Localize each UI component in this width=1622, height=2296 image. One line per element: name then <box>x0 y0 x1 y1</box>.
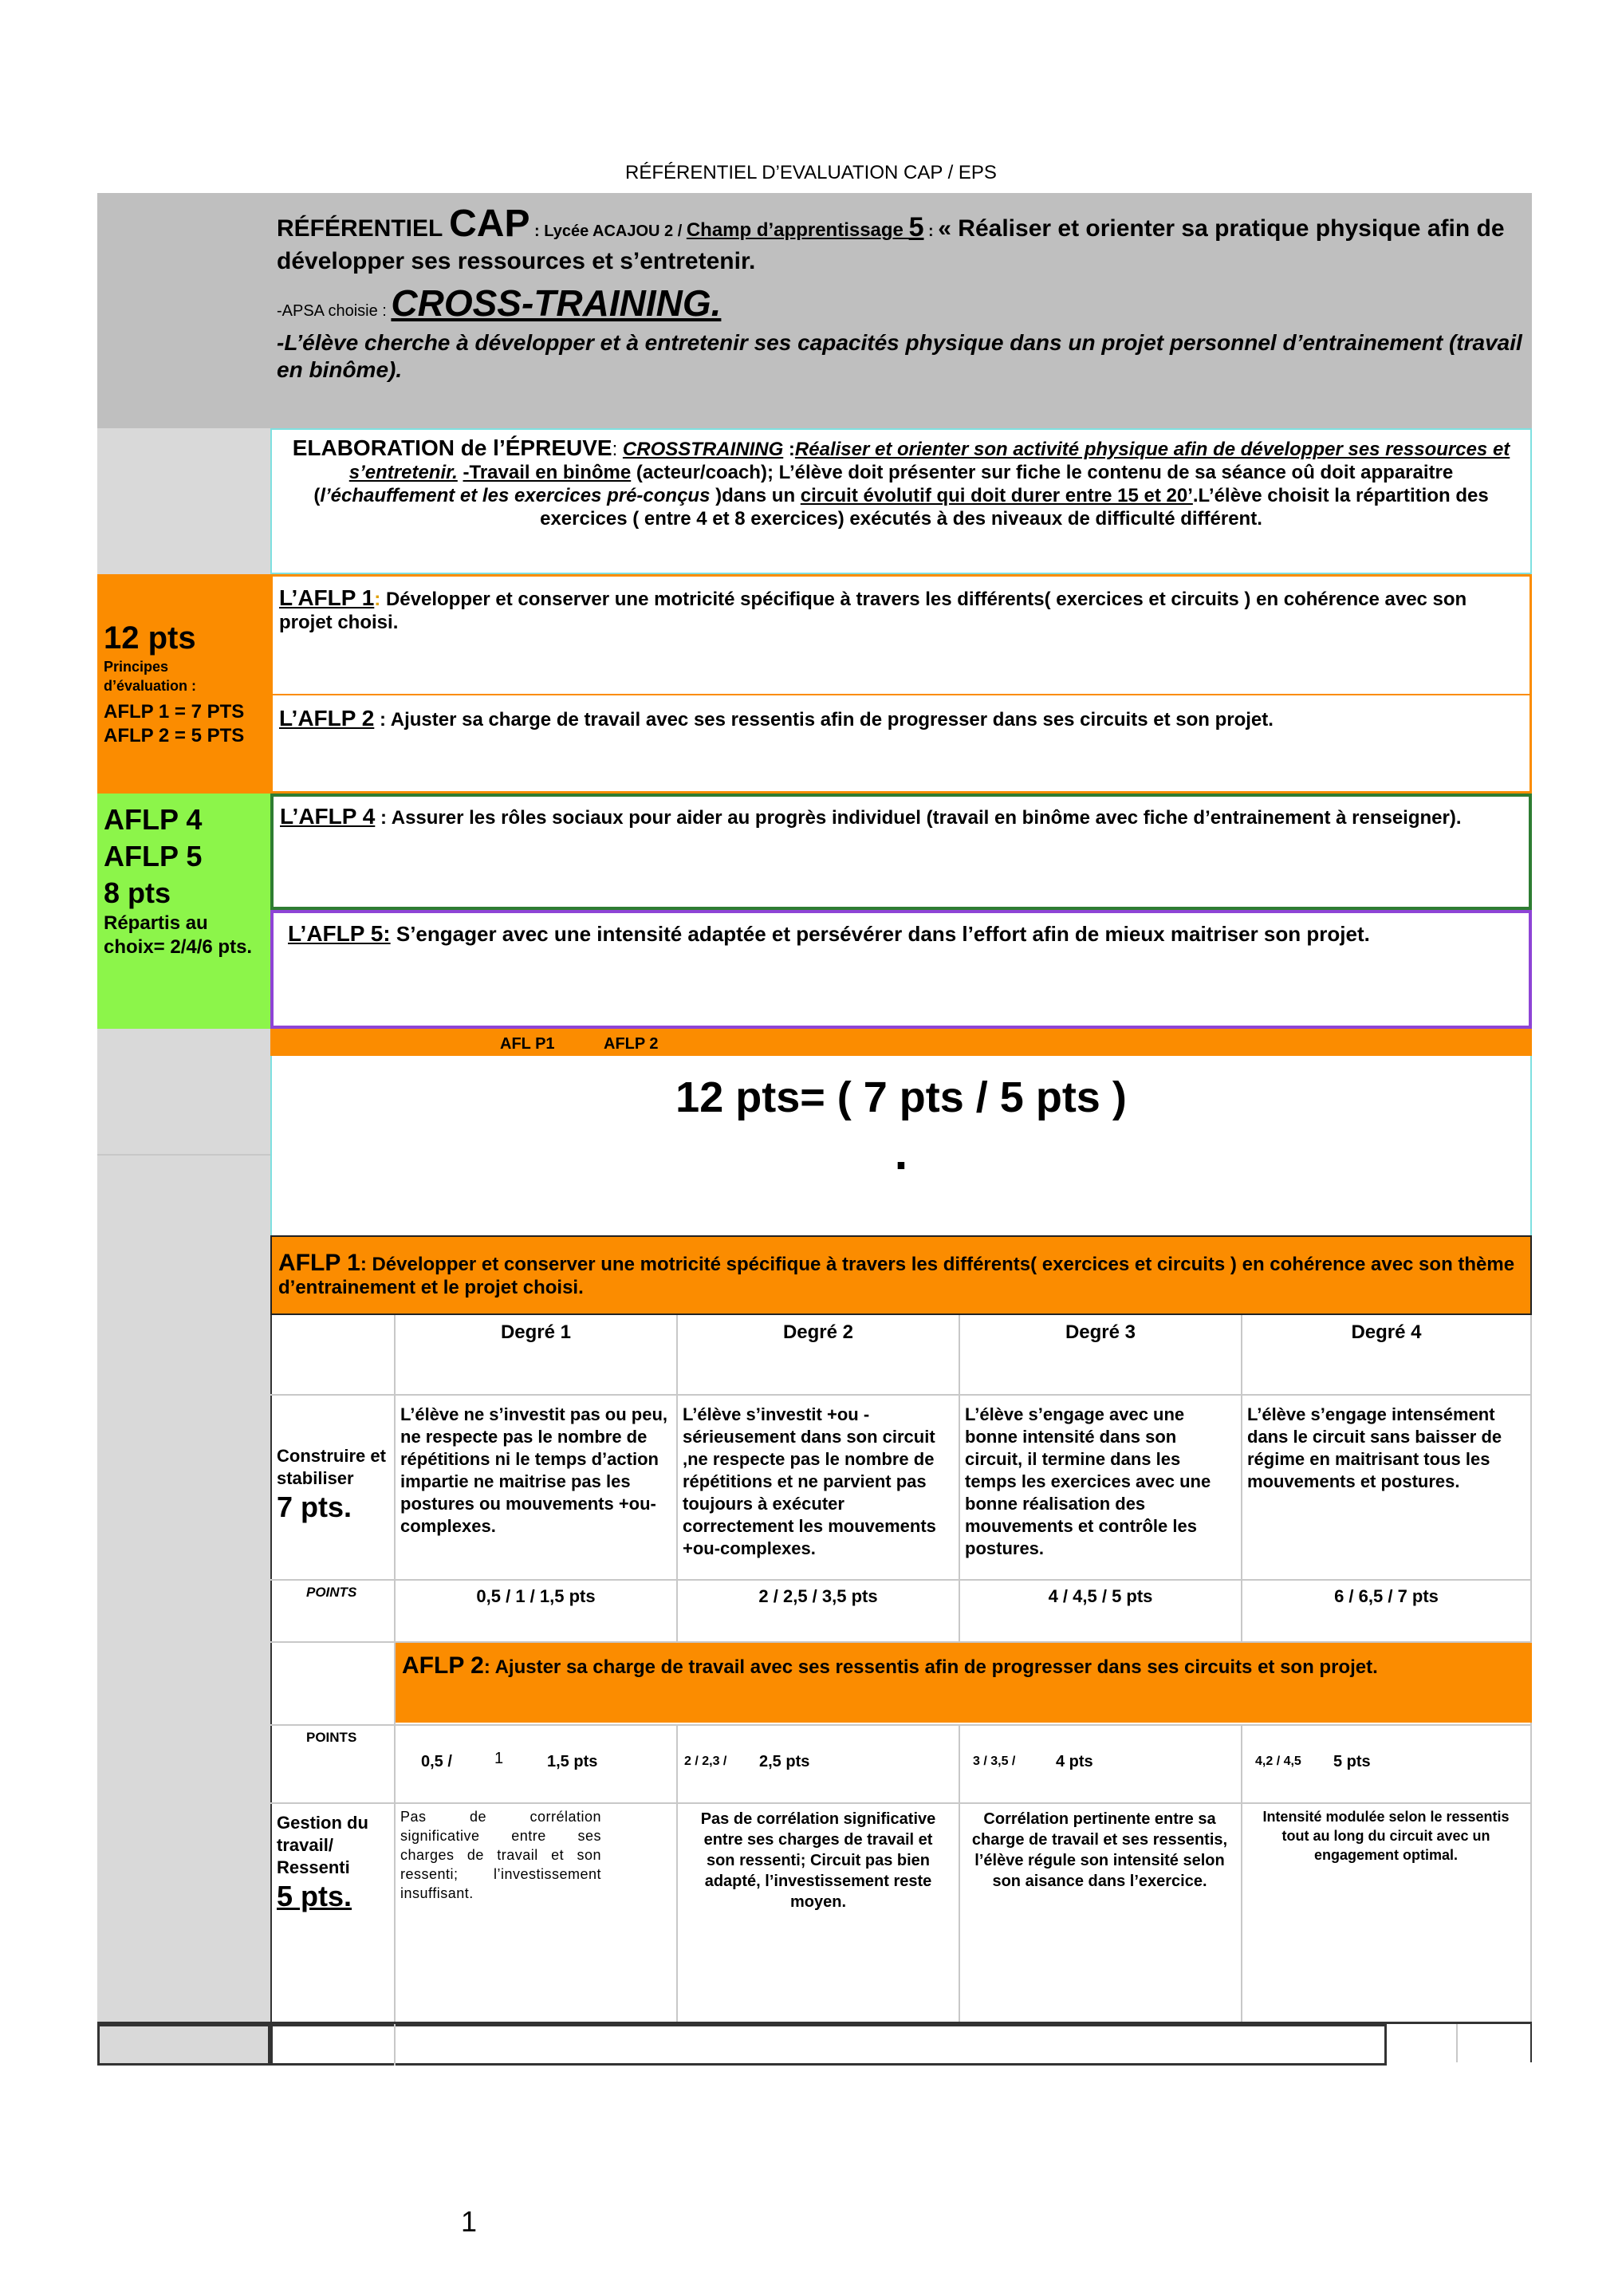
grid-v4b <box>1241 1724 1242 2022</box>
aflp1-text: Développer et conserver une motricité spécifique à travers les différents( exercices et circuits ) en cohérence avec son projet choisi. <box>279 589 1467 633</box>
aflp2-points-2b: 2,5 pts <box>759 1753 810 1770</box>
aflp2-points-3b: 4 pts <box>1056 1753 1093 1770</box>
pts-12-label: 12 pts <box>104 620 196 656</box>
apsa-label: -APSA choisie : <box>277 302 392 320</box>
aflp1-section-label: AFLP 1 <box>278 1250 360 1276</box>
aflp5-text: S’engager avec une intensité adaptée et persévérer dans l’effort afin de mieux maitriser son projet. <box>390 922 1370 946</box>
table-left-border <box>270 1315 272 2022</box>
summary-dot: . <box>894 1126 908 1180</box>
aflp5-row <box>270 910 1532 1029</box>
aflp1-points-2: 2 / 2,5 / 3,5 pts <box>758 1586 878 1606</box>
aflp1-label: L’AFLP 1 <box>279 585 375 610</box>
pts-8-label: 8 pts <box>104 876 171 909</box>
aflp1-points-4: 6 / 6,5 / 7 pts <box>1334 1586 1439 1606</box>
bottom-row-divider <box>394 2024 396 2066</box>
aflp1-colon: : <box>374 589 386 610</box>
bottom-row-left <box>97 2024 270 2066</box>
elaboration-binome-roles: (acteur/coach); L’élève doit présenter sur fiche le contenu de sa séance oû doit apparaitre ( <box>313 462 1454 506</box>
aflp2-text: : Ajuster sa charge de travail avec ses ressentis afin de progresser dans ses circuits et son projet. <box>374 709 1274 731</box>
aflp5-label: AFLP 5 <box>104 840 203 872</box>
elaboration-circuit: circuit évolutif qui doit durer entre 15 et 20’ <box>800 485 1193 506</box>
intro-description: -L’élève cherche à développer et à entretenir ses capacités physique dans un projet personnel d’entrainement (travail en binôme). <box>277 330 1522 382</box>
aflp2-points-1b: 1 <box>494 1750 504 1767</box>
construire-label: Construire et stabiliser <box>277 1446 386 1488</box>
page-header: RÉFÉRENTIEL D’EVALUATION CAP / EPS <box>625 162 997 183</box>
elaboration-block <box>270 428 1532 574</box>
aflp1-pts: AFLP 1 = 7 PTS <box>104 701 245 723</box>
grid-v3b <box>959 1724 960 2022</box>
aflp2-criteria-1: Pas de corrélation significative entre ses charges de travail et son ressenti; l’investissement insuffisant. <box>400 1809 601 1901</box>
elaboration-apsa: CROSSTRAINING <box>622 439 784 460</box>
aflp1-points-3: 4 / 4,5 / 5 pts <box>1048 1586 1153 1606</box>
elaboration-binome: -Travail en binôme <box>463 462 632 483</box>
aflp2-label: L’AFLP 2 <box>279 706 375 731</box>
aflp1-criteria-1: L’élève ne s’investit pas ou peu, ne respecte pas le nombre de répétitions ni le temps d’action impartie ne maitrise pas les postures ou mouvements +ou-complexes. <box>400 1404 668 1536</box>
bottom-row-main <box>270 2024 1387 2066</box>
aflp2-points-1a: 0,5 / <box>421 1753 452 1770</box>
degree-1-header: Degré 1 <box>500 1321 572 1343</box>
gestion-label: Gestion du travail/ Ressenti <box>277 1813 368 1877</box>
summary-bar <box>270 1029 1532 1056</box>
aflp2-points-label: POINTS <box>306 1730 357 1745</box>
aflp2-points-4b: 5 pts <box>1333 1753 1371 1770</box>
points-12-cell <box>97 574 270 794</box>
left-column-bottom <box>97 1029 270 2038</box>
aflp2-points-3a: 3 / 3,5 / <box>973 1754 1016 1768</box>
gestion-cell <box>277 1812 388 1914</box>
aflp1-points-1: 0,5 / 1 / 1,5 pts <box>476 1586 596 1606</box>
aflp2-section-header <box>396 1643 1532 1723</box>
aflp5-row-label: L’AFLP 5: <box>288 921 391 946</box>
grid-h5 <box>270 1802 1532 1804</box>
champ-sep: : <box>923 223 939 240</box>
summary-total: 12 pts= ( 7 pts / 5 pts ) <box>675 1073 1127 1121</box>
aflp1-criteria-3: L’élève s’engage avec une bonne intensité dans son circuit, il termine dans les temps les exercices avec une bonne réalisation des mouvements et contrôle les postures. <box>965 1404 1211 1558</box>
aflp2-points-2a: 2 / 2,3 / <box>684 1754 727 1768</box>
repartis-label: Répartis au choix= 2/4/6 pts. <box>104 912 253 958</box>
grid-h4 <box>270 1724 1532 1726</box>
afl-p1-label: AFL P1 <box>500 1035 555 1053</box>
aflp2-criteria-2: Pas de corrélation significative entre ses charges de travail et son ressenti; Circuit pas bien adapté, l’investissement reste moyen. <box>700 1810 936 1911</box>
aflp2-criteria-3: Corrélation pertinente entre sa charge de travail et ses ressentis, l’élève régule son intensité selon son aisance dans l’exercice. <box>971 1810 1228 1890</box>
ref-label: RÉFÉRENTIEL <box>277 215 450 242</box>
champ-label: Champ d’apprentissage <box>686 219 909 241</box>
aflp4-text: : Assurer les rôles sociaux pour aider au progrès individuel (travail en binôme avec fiche d’entrainement à renseigner). <box>375 807 1462 829</box>
degree-2-header: Degré 2 <box>782 1321 854 1343</box>
elaboration-warmup: l’échauffement et les exercices pré-conçus <box>320 485 711 506</box>
summary-divider <box>97 1154 270 1156</box>
aflp2-points-4a: 4,2 / 4,5 <box>1255 1754 1301 1768</box>
aflp4-row <box>270 794 1532 910</box>
elaboration-objective: Réaliser et orienter son activité physique afin de développer ses ressources et s’entretenir. <box>348 439 1510 483</box>
apsa-value: CROSS-TRAINING. <box>391 282 722 324</box>
elaboration-colon: : <box>612 439 623 460</box>
champ-text: « Réaliser et orienter sa pratique physique afin de développer ses ressources et s’entretenir. <box>277 215 1505 274</box>
aflp4-row-label: L’AFLP 4 <box>280 804 376 829</box>
aflp2-section-text: : Ajuster sa charge de travail avec ses ressentis afin de progresser dans ses circuits et son projet. <box>483 1656 1378 1678</box>
degree-4-header: Degré 4 <box>1351 1321 1422 1343</box>
aflp1-criteria-4: L’élève s’engage intensément dans le circuit sans baisser de régime en maitrisant tous les mouvements et postures. <box>1247 1404 1502 1491</box>
page-number: 1 <box>461 2205 478 2238</box>
grid-h1 <box>270 1394 1532 1396</box>
elaboration-sep: : <box>783 439 795 460</box>
summary-area <box>270 1056 1532 1235</box>
champ-number: 5 <box>908 212 924 242</box>
aflp2-section-label: AFLP 2 <box>402 1652 484 1679</box>
left-column-gray-cell <box>97 193 270 428</box>
elaboration-rest: .L’élève choisit la répartition des exercices ( entre 4 et 8 exercices) exécutés à des niveaux de difficulté différent. <box>540 485 1489 530</box>
construire-pts: 7 pts. <box>277 1491 352 1523</box>
aflp2-points-1c: 1,5 pts <box>547 1753 598 1770</box>
gestion-pts: 5 pts. <box>277 1880 352 1912</box>
aflp4-label: AFLP 4 <box>104 803 203 836</box>
grid-h2 <box>270 1579 1532 1581</box>
aflp1-section-text: : Développer et conserver une motricité spécifique à travers les différents( exercices et circuits ) en cohérence avec son thème d’entrainement et le projet choisi. <box>278 1254 1515 1298</box>
aflp1-points-label: POINTS <box>306 1585 357 1600</box>
construire-cell <box>277 1445 388 1525</box>
aflp2-row <box>270 695 1532 794</box>
aflp1-section-header <box>270 1235 1532 1315</box>
cap-label: CAP <box>449 203 530 245</box>
lycee-label: : Lycée ACAJOU 2 / <box>530 223 687 240</box>
degree-3-header: Degré 3 <box>1065 1321 1136 1343</box>
aflp1-criteria-2: L’élève s’investit +ou - sérieusement dans son circuit ,ne respecte pas le nombre de répétitions et ne parvient pas toujours à exécuter correctement les mouvements +ou-complexes. <box>683 1404 936 1558</box>
aflp45-cell <box>97 794 270 1029</box>
elaboration-label: ELABORATION de l’ÉPREUVE <box>292 435 612 460</box>
principes-label: Principes d’évaluation : <box>104 659 197 694</box>
afl-p2-label: AFLP 2 <box>604 1035 659 1053</box>
bottom-row-divider-2 <box>1456 2024 1458 2062</box>
intro-block <box>270 193 1532 428</box>
elaboration-dans-un: )dans un <box>710 485 801 506</box>
aflp1-row <box>270 574 1532 695</box>
aflp2-pts: AFLP 2 = 5 PTS <box>104 725 245 746</box>
grid-v2b <box>676 1724 678 2022</box>
aflp2-criteria-4: Intensité modulée selon le ressentis tout au long du circuit avec un engagement optimal. <box>1262 1809 1510 1863</box>
bottom-row-right <box>1530 2024 1532 2062</box>
